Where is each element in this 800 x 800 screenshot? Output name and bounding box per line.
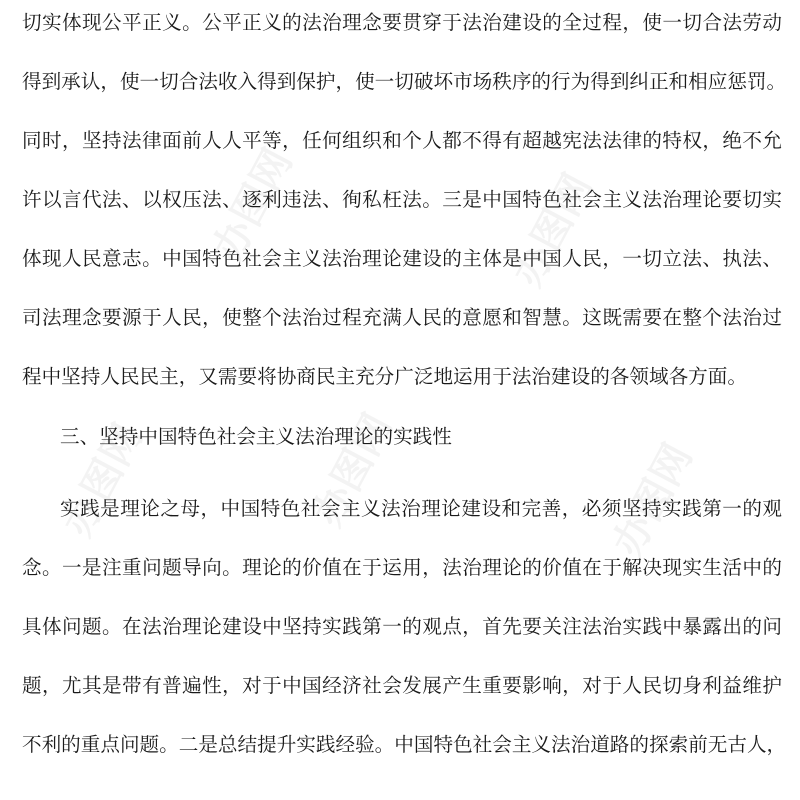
paragraph-line: 许以言代法、以权压法、逐利违法、徇私枉法。三是中国特色社会主义法治理论要切实 <box>22 188 782 211</box>
paragraph-line: 实践是理论之母，中国特色社会主义法治理论建设和完善，必须坚持实践第一的观 <box>60 497 782 520</box>
watermark: 办图网 <box>504 166 602 294</box>
section-heading: 三、坚持中国特色社会主义法治理论的实践性 <box>60 425 452 448</box>
paragraph-line: 具体问题。在法治理论建设中坚持实践第一的观点，首先要关注法治实践中暴露出的问 <box>22 615 782 638</box>
watermark: 办图网 <box>304 406 402 534</box>
paragraph-line: 念。一是注重问题导向。理论的价值在于运用，法治理论的价值在于解决现实生活中的 <box>22 556 782 579</box>
paragraph-line: 题，尤其是带有普遍性，对于中国经济社会发展产生重要影响，对于人民切身利益维护 <box>22 674 782 697</box>
watermark: 办图网 <box>604 436 702 564</box>
paragraph-line: 同时，坚持法律面前人人平等，任何组织和个人都不得有超越宪法法律的特权，绝不允 <box>22 129 782 152</box>
paragraph-line: 司法理念要源于人民，使整个法治过程充满人民的意愿和智慧。这既需要在整个法治过 <box>22 306 782 329</box>
paragraph-line: 程中坚持人民民主，又需要将协商民主充分广泛地运用于法治建设的各领域各方面。 <box>22 365 747 388</box>
paragraph-line: 不利的重点问题。二是总结提升实践经验。中国特色社会主义法治道路的探索前无古人， <box>22 733 787 756</box>
paragraph-line: 切实体现公平正义。公平正义的法治理念要贯穿于法治建设的全过程，使一切合法劳动 <box>22 11 782 34</box>
paragraph-line: 得到承认，使一切合法收入得到保护，使一切破坏市场秩序的行为得到纠正和相应惩罚。 <box>22 70 787 93</box>
paragraph-line: 体现人民意志。中国特色社会主义法治理论建设的主体是中国人民，一切立法、执法、 <box>22 247 782 270</box>
watermark: 办图网 <box>54 416 152 544</box>
watermark: 办图网 <box>204 141 302 269</box>
